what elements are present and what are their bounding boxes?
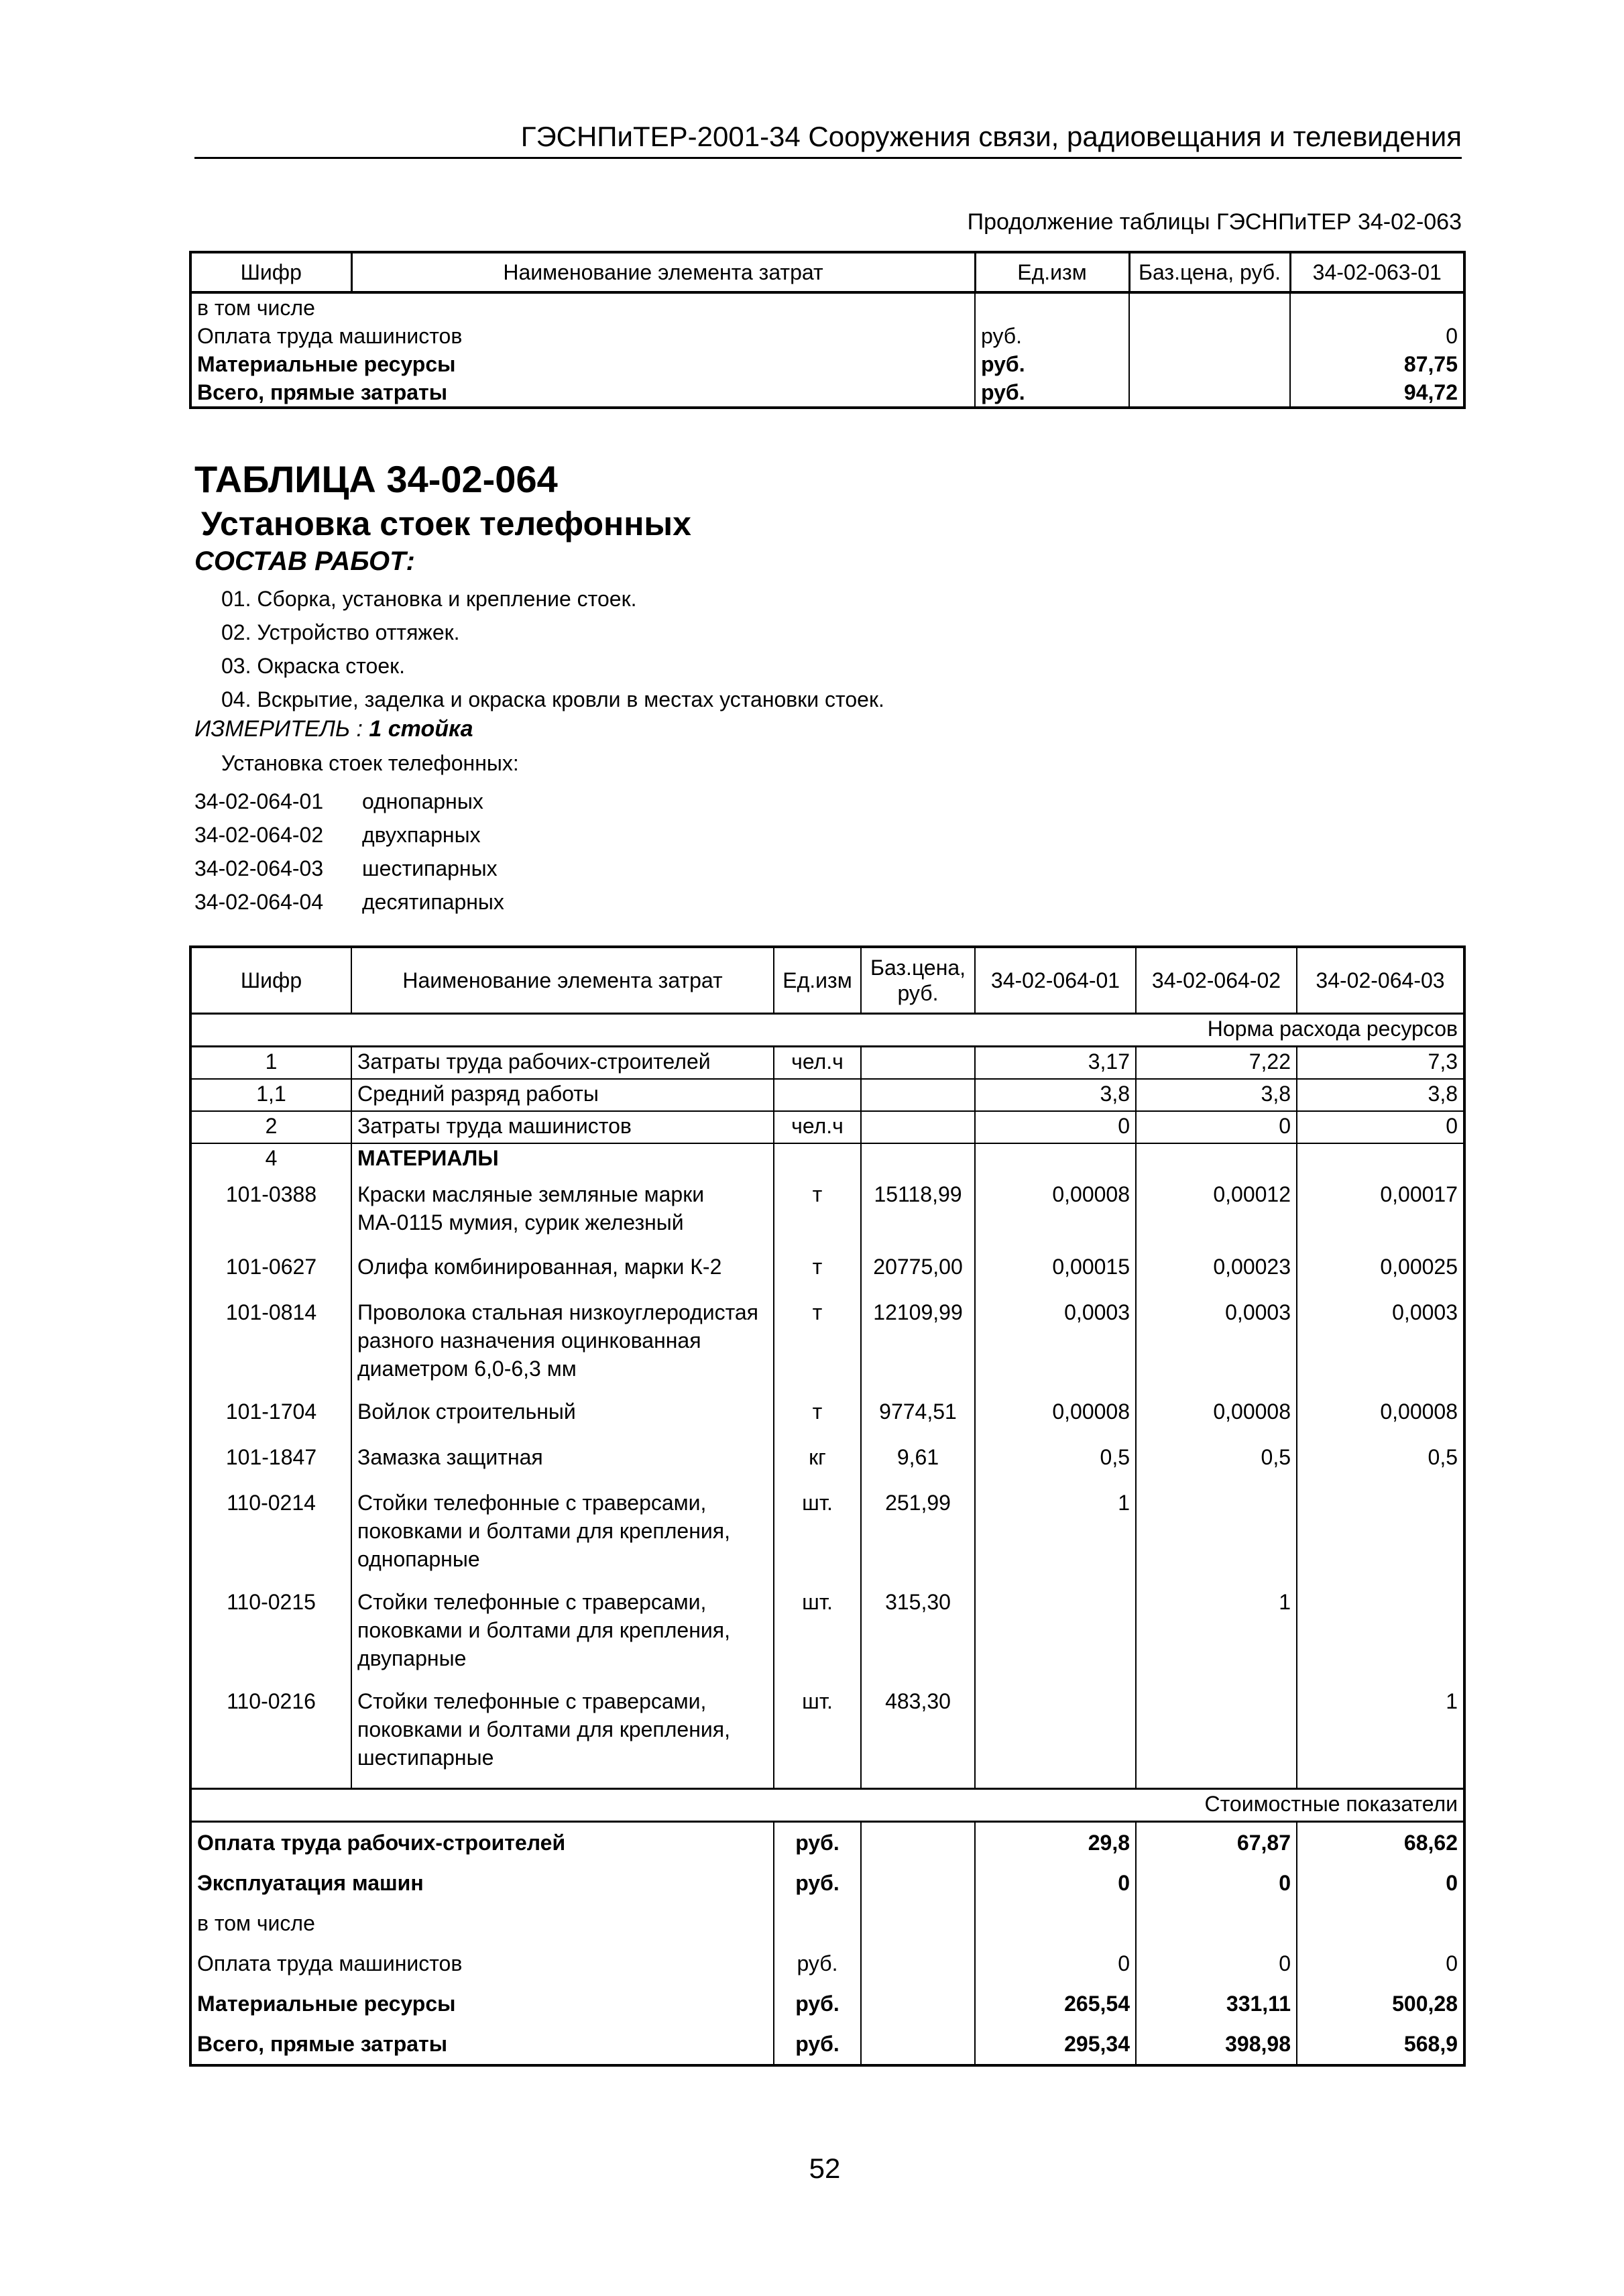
table-row xyxy=(190,2024,1464,2065)
row-value-2 xyxy=(1136,1483,1297,1583)
band-costs: Стоимостные показатели xyxy=(190,1789,1464,1822)
list-item: 02. Устройство оттяжек. xyxy=(221,620,460,644)
row-value-2: 331,11 xyxy=(1136,1984,1297,2024)
row-value-3: 0,00008 xyxy=(1297,1392,1464,1438)
row-value-3: 0 xyxy=(1297,1863,1464,1903)
row-price: 15118,99 xyxy=(861,1175,975,1247)
row-value-3: 0,00017 xyxy=(1297,1175,1464,1247)
row-value-1: 0 xyxy=(975,1111,1136,1143)
row-price xyxy=(861,1143,975,1175)
row-price xyxy=(861,1863,975,1903)
table-row xyxy=(190,1438,1464,1483)
row-value-1 xyxy=(975,1583,1136,1682)
row-value-3: 7,3 xyxy=(1297,1047,1464,1080)
row-price xyxy=(861,2024,975,2065)
continuation-caption: Продолжение таблицы ГЭСНПиТЕР 34-02-063 xyxy=(967,209,1462,235)
row-unit: шт. xyxy=(774,1682,861,1789)
row-unit: руб. xyxy=(774,1863,861,1903)
row-price xyxy=(1129,322,1290,350)
row-unit xyxy=(774,1079,861,1111)
table-row xyxy=(190,1943,1464,1984)
list-item xyxy=(194,785,504,818)
table-row xyxy=(190,1079,1464,1111)
meter-label: ИЗМЕРИТЕЛЬ : xyxy=(194,716,363,742)
row-code: 110-0215 xyxy=(227,1590,316,1614)
row-value-1: 0,00015 xyxy=(975,1247,1136,1293)
row-value: 87,75 xyxy=(1290,350,1464,378)
list-item: 03. Окраска стоек. xyxy=(221,654,406,678)
row-code: 101-0814 xyxy=(225,1300,317,1324)
work-list xyxy=(221,582,884,716)
continuation-table xyxy=(189,251,1466,409)
row-name: Проволока стальная низкоуглеродистая разного назначения оцинкованная диаметром 6,0-6,3 мм xyxy=(351,1293,774,1392)
variant-code: 34-02-064-01 xyxy=(194,789,324,813)
variant-name: шестипарных xyxy=(362,856,498,880)
row-value-2 xyxy=(1136,1903,1297,1943)
row-value-3 xyxy=(1297,1143,1464,1175)
col-header-name: Наименование элемента затрат xyxy=(351,252,975,292)
row-code: 101-0388 xyxy=(225,1182,317,1206)
table-row xyxy=(190,1143,1464,1175)
row-price xyxy=(861,1943,975,1984)
table-row xyxy=(190,1984,1464,2024)
row-value-1 xyxy=(975,1903,1136,1943)
row-price xyxy=(861,1111,975,1143)
row-code: 101-0627 xyxy=(225,1255,317,1279)
row-value-1: 295,34 xyxy=(975,2024,1136,2065)
row-code: 101-1847 xyxy=(225,1445,317,1469)
row-name: Олифа комбинированная, марки К-2 xyxy=(351,1247,774,1293)
row-name: МАТЕРИАЛЫ xyxy=(351,1143,774,1175)
row-price xyxy=(861,1903,975,1943)
table-row xyxy=(190,1903,1464,1943)
row-price xyxy=(861,1822,975,1863)
row-code: 101-1704 xyxy=(225,1399,317,1424)
row-price xyxy=(861,1047,975,1080)
row-value-2 xyxy=(1136,1143,1297,1175)
row-value-1: 0,00008 xyxy=(975,1392,1136,1438)
list-item xyxy=(194,852,504,885)
row-name: Стойки телефонные с траверсами, поковками и болтами для крепления, шестипарные xyxy=(351,1682,774,1789)
band-row xyxy=(190,1789,1464,1822)
install-title: Установка стоек телефонных: xyxy=(221,751,519,775)
row-name: Материальные ресурсы xyxy=(197,1992,456,2016)
variant-list xyxy=(194,785,504,919)
row-name: Всего, прямые затраты xyxy=(197,380,448,404)
row-name: Стойки телефонные с траверсами, поковками и болтами для крепления, двупарные xyxy=(351,1583,774,1682)
row-value-2: 0 xyxy=(1136,1943,1297,1984)
row-name: Войлок строительный xyxy=(351,1392,774,1438)
row-unit: чел.ч xyxy=(774,1047,861,1080)
row-value-2: 0,00012 xyxy=(1136,1175,1297,1247)
col-header-variant-1: 34-02-064-01 xyxy=(975,947,1136,1014)
row-value-2: 0 xyxy=(1136,1863,1297,1903)
row-code: 1 xyxy=(190,1047,351,1080)
row-price: 251,99 xyxy=(861,1483,975,1583)
row-value-3: 500,28 xyxy=(1297,1984,1464,2024)
variant-name: однопарных xyxy=(362,789,483,813)
list-item xyxy=(194,818,504,852)
row-value-3 xyxy=(1297,1483,1464,1583)
table-row xyxy=(190,1247,1464,1293)
row-value: 94,72 xyxy=(1290,378,1464,408)
row-name: Стойки телефонные с траверсами, поковками и болтами для крепления, однопарные xyxy=(351,1483,774,1583)
row-price xyxy=(1129,378,1290,408)
row-price: 20775,00 xyxy=(861,1247,975,1293)
row-value-1: 29,8 xyxy=(975,1822,1136,1863)
section-title: ТАБЛИЦА 34-02-064 xyxy=(194,458,558,500)
row-price: 483,30 xyxy=(861,1682,975,1789)
table-row xyxy=(190,378,1464,408)
row-value-2: 0,00008 xyxy=(1136,1392,1297,1438)
table-row xyxy=(190,322,1464,350)
col-header-price: Баз.цена, руб. xyxy=(861,947,975,1014)
row-value-3 xyxy=(1297,1583,1464,1682)
row-price: 9774,51 xyxy=(861,1392,975,1438)
col-header-variant-3: 34-02-064-03 xyxy=(1297,947,1464,1014)
list-item: 04. Вскрытие, заделка и окраска кровли в местах установки стоек. xyxy=(221,687,884,711)
row-value-3: 568,9 xyxy=(1297,2024,1464,2065)
row-value-2: 0 xyxy=(1136,1111,1297,1143)
list-item xyxy=(194,885,504,919)
row-name: Эксплуатация машин xyxy=(197,1871,424,1895)
page-number: 52 xyxy=(809,2152,841,2184)
row-value-2: 398,98 xyxy=(1136,2024,1297,2065)
variant-name: десятипарных xyxy=(362,890,504,914)
row-value-2: 67,87 xyxy=(1136,1822,1297,1863)
composition-title: СОСТАВ РАБОТ: xyxy=(194,547,415,576)
meter xyxy=(194,716,473,742)
row-unit xyxy=(975,292,1129,322)
table-row xyxy=(190,1392,1464,1438)
table-row xyxy=(190,1293,1464,1392)
row-unit: руб. xyxy=(774,1943,861,1984)
meter-value: 1 стойка xyxy=(369,716,473,742)
table-row xyxy=(190,1583,1464,1682)
page-header: ГЭСНПиТЕР-2001-34 Сооружения связи, радиовещания и телевидения xyxy=(194,121,1462,159)
row-name: Затраты труда рабочих-строителей xyxy=(351,1047,774,1080)
row-value-1: 0,0003 xyxy=(975,1293,1136,1392)
row-price xyxy=(1129,292,1290,322)
row-price: 315,30 xyxy=(861,1583,975,1682)
row-unit: т xyxy=(774,1247,861,1293)
row-unit: руб. xyxy=(774,1984,861,2024)
row-name: Материальные ресурсы xyxy=(197,352,456,376)
variant-name: двухпарных xyxy=(362,823,481,847)
row-value-3: 3,8 xyxy=(1297,1079,1464,1111)
row-unit: шт. xyxy=(774,1483,861,1583)
row-value-1 xyxy=(975,1682,1136,1789)
table-row xyxy=(190,1483,1464,1583)
row-price: 9,61 xyxy=(861,1438,975,1483)
row-unit: т xyxy=(774,1293,861,1392)
row-value xyxy=(1290,292,1464,322)
row-value-1: 3,8 xyxy=(975,1079,1136,1111)
row-code: 110-0216 xyxy=(227,1689,316,1713)
row-value-2 xyxy=(1136,1682,1297,1789)
col-header-code: Шифр xyxy=(190,252,351,292)
row-name: Краски масляные земляные марки МА-0115 мумия, сурик железный xyxy=(351,1175,774,1247)
row-unit: т xyxy=(774,1392,861,1438)
col-header-unit: Ед.изм xyxy=(774,947,861,1014)
row-value-2: 0,0003 xyxy=(1136,1293,1297,1392)
row-unit xyxy=(774,1143,861,1175)
row-unit: т xyxy=(774,1175,861,1247)
row-unit: шт. xyxy=(774,1583,861,1682)
row-value-1 xyxy=(975,1143,1136,1175)
col-header-variant-2: 34-02-064-02 xyxy=(1136,947,1297,1014)
row-price xyxy=(861,1079,975,1111)
col-header-price: Баз.цена, руб. xyxy=(1129,252,1290,292)
row-code: 4 xyxy=(265,1146,278,1170)
row-unit: руб. xyxy=(975,322,1129,350)
row-name: Всего, прямые затраты xyxy=(197,2032,448,2056)
row-unit: руб. xyxy=(975,378,1129,408)
row-code: 2 xyxy=(190,1111,351,1143)
row-unit: руб. xyxy=(975,350,1129,378)
row-name: Оплата труда рабочих-строителей xyxy=(197,1831,566,1855)
table-row xyxy=(190,1111,1464,1143)
row-value-3: 68,62 xyxy=(1297,1822,1464,1863)
table-row xyxy=(190,1682,1464,1789)
row-unit: руб. xyxy=(774,2024,861,2065)
list-item: 01. Сборка, установка и крепление стоек. xyxy=(221,587,637,611)
table-row xyxy=(190,1175,1464,1247)
row-value-1: 1 xyxy=(975,1483,1136,1583)
row-name: Оплата труда машинистов xyxy=(197,324,463,348)
resource-table xyxy=(189,945,1466,2067)
band-row xyxy=(190,1014,1464,1047)
row-value-1: 0 xyxy=(975,1943,1136,1984)
resource-header-row xyxy=(190,947,1464,1014)
row-value-1: 0 xyxy=(975,1863,1136,1903)
continuation-header-row xyxy=(190,252,1464,292)
row-value-2: 1 xyxy=(1136,1583,1297,1682)
row-value-2: 0,5 xyxy=(1136,1438,1297,1483)
section-subtitle: Установка стоек телефонных xyxy=(201,505,691,542)
row-value-3: 0 xyxy=(1297,1943,1464,1984)
table-row xyxy=(190,1822,1464,1863)
row-value-3: 0 xyxy=(1297,1111,1464,1143)
row-unit: чел.ч xyxy=(774,1111,861,1143)
row-value-1: 0,5 xyxy=(975,1438,1136,1483)
row-value-2: 0,00023 xyxy=(1136,1247,1297,1293)
row-code: 110-0214 xyxy=(227,1491,316,1515)
row-price xyxy=(861,1984,975,2024)
row-value-3: 0,5 xyxy=(1297,1438,1464,1483)
col-header-code: Шифр xyxy=(190,947,351,1014)
variant-code: 34-02-064-02 xyxy=(194,823,324,847)
table-row xyxy=(190,1047,1464,1080)
row-price xyxy=(1129,350,1290,378)
row-name: Замазка защитная xyxy=(351,1438,774,1483)
row-value-1: 265,54 xyxy=(975,1984,1136,2024)
row-name: Затраты труда машинистов xyxy=(351,1111,774,1143)
row-name: в том числе xyxy=(197,296,315,320)
row-value-3: 0,00025 xyxy=(1297,1247,1464,1293)
row-name: в том числе xyxy=(197,1911,315,1935)
variant-code: 34-02-064-04 xyxy=(194,890,324,914)
row-value-3 xyxy=(1297,1903,1464,1943)
row-code: 1,1 xyxy=(190,1079,351,1111)
col-header-unit: Ед.изм xyxy=(975,252,1129,292)
row-value-1: 0,00008 xyxy=(975,1175,1136,1247)
row-value-2: 3,8 xyxy=(1136,1079,1297,1111)
band-resources: Норма расхода ресурсов xyxy=(190,1014,1464,1047)
row-unit: кг xyxy=(774,1438,861,1483)
table-row xyxy=(190,350,1464,378)
row-value-3: 0,0003 xyxy=(1297,1293,1464,1392)
row-value-3: 1 xyxy=(1297,1682,1464,1789)
row-value-1: 3,17 xyxy=(975,1047,1136,1080)
row-unit: руб. xyxy=(774,1822,861,1863)
col-header-variant-1: 34-02-063-01 xyxy=(1290,252,1464,292)
row-name: Оплата труда машинистов xyxy=(197,1951,463,1975)
variant-code: 34-02-064-03 xyxy=(194,856,324,880)
row-value: 0 xyxy=(1290,322,1464,350)
table-row xyxy=(190,1863,1464,1903)
row-unit xyxy=(774,1903,861,1943)
table-row xyxy=(190,292,1464,322)
col-header-name: Наименование элемента затрат xyxy=(351,947,774,1014)
row-name: Средний разряд работы xyxy=(351,1079,774,1111)
row-value-2: 7,22 xyxy=(1136,1047,1297,1080)
row-price: 12109,99 xyxy=(861,1293,975,1392)
